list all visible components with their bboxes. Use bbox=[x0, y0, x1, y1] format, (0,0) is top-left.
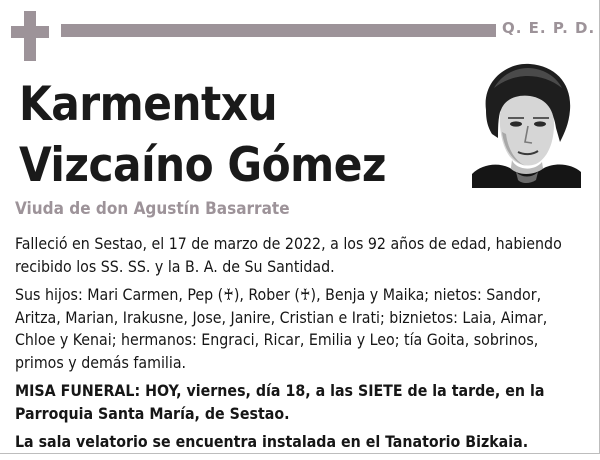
deceased-surnames: Vizcaíno Gómez bbox=[19, 138, 387, 193]
deceased-first-name: Karmentxu bbox=[19, 77, 278, 132]
cross-icon bbox=[11, 11, 49, 61]
widow-subtitle: Viuda de don Agustín Basarrate bbox=[15, 199, 290, 219]
qepd-label: Q. E. P. D. bbox=[502, 19, 596, 37]
notice-body bbox=[15, 233, 585, 460]
header-divider-bar bbox=[61, 24, 496, 37]
family-list: Sus hijos: Mari Carmen, Pep (♰), Rober (♰), Benja y Maika; nietos: Sandor, Aritza, Marian, Irakusne, Jose, Janire, Cristian e Irati; biznietos: Laia, Aimar, Chloe y Kenai; hermanos: Engraci, Ricar, Emilia y Leo; tía Goita, sobrinos, primos y demás familia. bbox=[15, 285, 548, 372]
wake-location-info: La sala velatorio se encuentra instalada en el Tanatorio Bizkaia. bbox=[15, 432, 529, 451]
death-announcement: Falleció en Sestao, el 17 de marzo de 2022, a los 92 años de edad, habiendo recibido los SS. SS. y la B. A. de Su Santidad. bbox=[15, 234, 562, 276]
funeral-mass-info: MISA FUNERAL: HOY, viernes, día 18, a las SIETE de la tarde, en la Parroquia Santa María, de Sestao. bbox=[15, 381, 545, 423]
portrait-photo bbox=[472, 58, 581, 188]
